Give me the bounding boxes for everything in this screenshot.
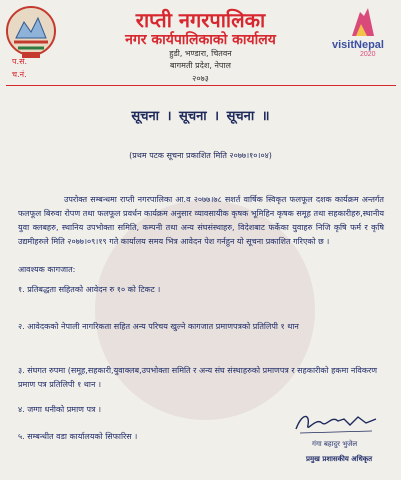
address-line-2: बागमती प्रदेश, नेपाल — [170, 61, 231, 70]
ref-number-label: प.सं. — [12, 57, 28, 66]
visit-nepal-logo — [330, 6, 398, 58]
document-item: ५. सम्बन्धीत वडा कार्यालयको सिफारिस । — [18, 432, 138, 441]
handwritten-signature — [292, 407, 382, 437]
office-name: नगर कार्यपालिकाको कार्यालय — [125, 32, 276, 48]
address-line-1: हुडी, भण्डारा, चितवन — [169, 49, 232, 58]
address-line-3: २०७३ — [192, 74, 209, 83]
signatory-title: प्रमुख प्रशासकीय अधिकृत — [306, 455, 373, 463]
document-item: २. आवेदकको नेपाली नागरिकता सहित अन्य परिचय खुल्ने कागजात प्रमाणपत्रको प्रतिलिपी १ थान — [18, 322, 299, 331]
document-item: ३. संघगत रुपमा (समूह,सहकारी,युवाक्लब,उपभोक्ता समिति र अन्य संघ संस्थाहरुको प्रमाणपत्र र सहकारीको हकमा नविकरण प्रमाण पत्र प्रतिलिपी १ थान । — [18, 366, 378, 389]
signatory-name: गंगा बहादुर भुजेल — [312, 440, 358, 448]
publication-date: (प्रथम पटक सूचना प्रकाशित मिति २०७७।१०।०४) — [129, 151, 272, 160]
notice-body: उपरोक्त सम्बन्धमा राप्ती नगरपालिका आ.व २०७७।७८ सशर्त वार्षिक स्विकृत फलफूल दशक कार्यक्रम अन्तर्गत फलफूल बिरुवा रोपण तथा फलफूल प्रवर्धन कार्यक्रम अनुसार व्यावसायीक कृषक भूमिहिन कृषक समूह तथा सहकारीहरु,स्थानीय युवा क्लबहरु, स्थानिय उपभोक्ता समिति, कम्पनी तथा अन्य संघसंस्थाहरु, विदेशबाट फर्केका युवाहरु निजि कृषि फर्म र कृषि उद्यमीहरुले मिति २०७७।०९।१९ गते कार्यालय समय भित्र आवेदन पेश गर्नहुन यो सूचना प्रकाशित गरिएको छ । — [18, 195, 384, 246]
header-divider — [6, 85, 396, 86]
visit-logo-text: visitNepal — [332, 39, 384, 51]
notice-heading: सूचना । सूचना । सूचना ॥ — [131, 109, 270, 124]
document-item: ४. जग्गा धनीको प्रमाण पत्र । — [18, 405, 102, 414]
visit-logo-year: 2020 — [360, 51, 376, 58]
required-documents-heading: आवश्यक कागजात: — [18, 265, 76, 274]
municipality-name: राप्ती नगरपालिका — [135, 8, 266, 32]
dispatch-number-label: च.नं. — [12, 70, 27, 79]
document-item: १. प्रतिबद्धता सहितको आवेदन रु १० को टिकट । — [18, 285, 161, 294]
